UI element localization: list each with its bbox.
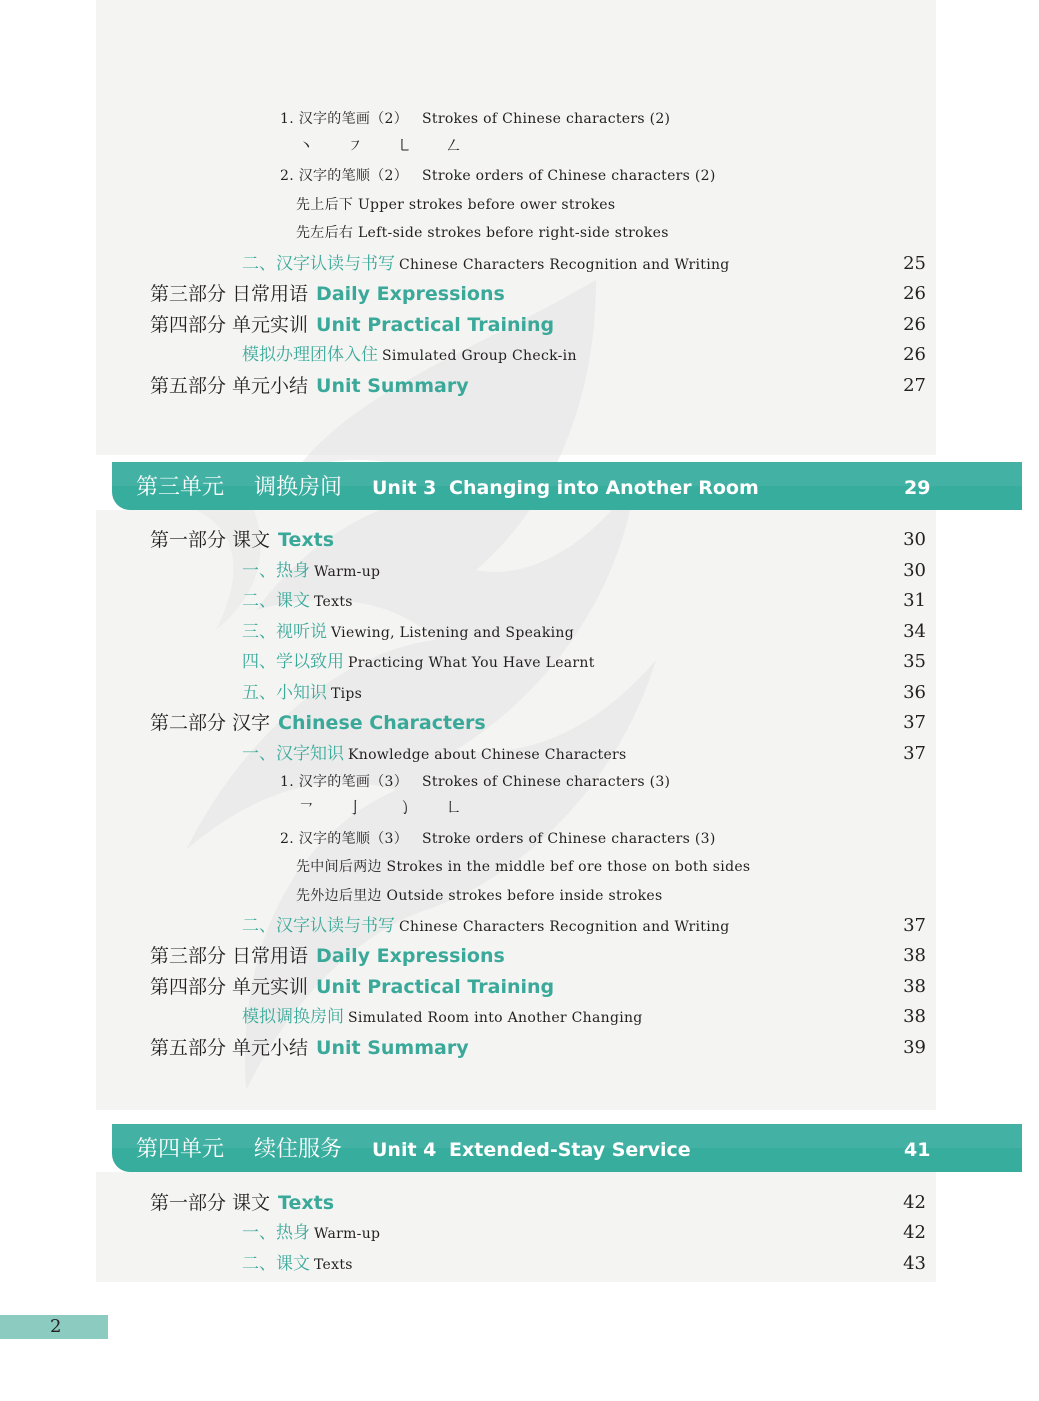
entry-cn: 一、汉字知识 (242, 744, 344, 764)
part-cn: 第五部分 单元小结 (150, 1037, 309, 1059)
unit3-header[interactable] (112, 462, 1022, 510)
stroke-rule: 先外边后里边 Outside strokes before inside strokes (296, 888, 663, 904)
entry-cn: 五、小知识 (242, 683, 327, 703)
toc-part-entry[interactable] (0, 371, 1039, 401)
entry-cn: 二、汉字认读与书写 (242, 254, 395, 274)
page-ref: 31 (903, 590, 926, 611)
toc-part-entry[interactable] (0, 1188, 1039, 1218)
page-ref: 38 (903, 976, 926, 997)
part-cn: 第一部分 课文 (150, 1192, 271, 1214)
page-ref: 27 (903, 375, 926, 396)
page-ref: 42 (903, 1222, 926, 1243)
part-en: Unit Practical Training (316, 976, 555, 998)
entry-en: Knowledge about Chinese Characters (348, 747, 627, 763)
sub-cn: 1. 汉字的笔画（2） (280, 111, 409, 127)
sub-en: Strokes of Chinese characters (2) (422, 111, 671, 127)
page-ref: 26 (903, 314, 926, 335)
entry-cn: 二、课文 (242, 1254, 310, 1274)
toc-entry[interactable] (0, 586, 1039, 616)
page-ref: 30 (903, 529, 926, 550)
stroke-order-sub-item (280, 826, 716, 852)
toc-part-entry[interactable] (0, 310, 1039, 340)
stroke-rule: 先左后右 Left-side strokes before right-side strokes (296, 225, 669, 241)
sub-cn: 2. 汉字的笔顺（2） (280, 168, 409, 184)
page-ref: 35 (903, 651, 926, 672)
part-en: Daily Expressions (316, 945, 505, 967)
toc-entry[interactable] (0, 1002, 1039, 1032)
sub-en: Stroke orders of Chinese characters (2) (422, 168, 716, 184)
strokes-sub-item (280, 106, 670, 132)
entry-en: Tips (331, 686, 363, 702)
unit-number-cn: 第三单元 (136, 475, 225, 500)
entry-en: Simulated Room into Another Changing (348, 1010, 643, 1026)
unit-number-en: Unit 4 (372, 1139, 437, 1161)
stroke-rule: 先中间后两边 Strokes in the middle bef ore those on both sides (296, 859, 751, 875)
page-ref: 37 (903, 712, 926, 733)
toc-entry[interactable] (0, 340, 1039, 370)
entry-cn: 二、课文 (242, 591, 310, 611)
page-number-tab (0, 1315, 108, 1339)
part-cn: 第一部分 课文 (150, 529, 271, 551)
stroke-order-sub-item (280, 163, 716, 189)
part-en: Texts (278, 529, 335, 551)
entry-cn: 一、热身 (242, 561, 310, 581)
page-ref: 42 (903, 1192, 926, 1213)
page-ref: 25 (903, 253, 926, 274)
part-cn: 第四部分 单元实训 (150, 976, 309, 998)
toc-part-entry[interactable] (0, 708, 1039, 738)
toc-entry[interactable] (0, 911, 1039, 941)
toc-entry[interactable] (0, 617, 1039, 647)
unit-page: 29 (904, 477, 931, 499)
part-en: Unit Summary (316, 1037, 469, 1059)
part-en: Texts (278, 1192, 335, 1214)
unit-page: 41 (904, 1139, 931, 1161)
part-cn: 第三部分 日常用语 (150, 945, 309, 967)
part-en: Unit Practical Training (316, 314, 555, 336)
toc-entry[interactable] (0, 678, 1039, 708)
page-number: 2 (50, 1316, 62, 1337)
entry-en: Warm-up (314, 1226, 381, 1242)
page-ref: 38 (903, 945, 926, 966)
page-ref: 37 (903, 915, 926, 936)
page-ref: 36 (903, 682, 926, 703)
entry-cn: 四、学以致用 (242, 652, 344, 672)
entry-en: Warm-up (314, 564, 381, 580)
unit-number-cn: 第四单元 (136, 1137, 225, 1162)
toc-entry[interactable] (0, 249, 1039, 279)
sub-en: Strokes of Chinese characters (3) (422, 774, 671, 790)
strokes-sub-item (280, 769, 670, 795)
entry-en: Chinese Characters Recognition and Writing (399, 919, 730, 935)
page-ref: 37 (903, 743, 926, 764)
sub-cn: 2. 汉字的笔顺（3） (280, 831, 409, 847)
stroke-glyphs: ㇖ 亅 ㇁ ㇗ (298, 798, 476, 817)
toc-entry[interactable] (0, 1249, 1039, 1279)
sub-cn: 1. 汉字的笔画（3） (280, 774, 409, 790)
entry-cn: 二、汉字认读与书写 (242, 916, 395, 936)
entry-en: Texts (314, 1257, 353, 1273)
page-ref: 26 (903, 344, 926, 365)
entry-en: Chinese Characters Recognition and Writing (399, 257, 730, 273)
entry-en: Practicing What You Have Learnt (348, 655, 595, 671)
stroke-rule: 先上后下 Upper strokes before ower strokes (296, 197, 616, 213)
entry-en: Texts (314, 594, 353, 610)
unit-title-cn: 续住服务 (254, 1137, 343, 1162)
entry-cn: 模拟办理团体入住 (242, 345, 378, 365)
page-ref: 34 (903, 621, 926, 642)
toc-entry[interactable] (0, 739, 1039, 769)
part-cn: 第四部分 单元实训 (150, 314, 309, 336)
unit-title-en: Changing into Another Room (449, 477, 759, 499)
entry-cn: 三、视听说 (242, 622, 327, 642)
part-en: Chinese Characters (278, 712, 486, 734)
part-en: Unit Summary (316, 375, 469, 397)
entry-en: Simulated Group Check-in (382, 348, 577, 364)
toc-part-entry[interactable] (0, 1033, 1039, 1063)
unit4-header[interactable] (112, 1124, 1022, 1172)
unit-number-en: Unit 3 (372, 477, 437, 499)
part-en: Daily Expressions (316, 283, 505, 305)
toc-entry[interactable] (0, 1218, 1039, 1248)
toc-entry[interactable] (0, 556, 1039, 586)
sub-en: Stroke orders of Chinese characters (3) (422, 831, 716, 847)
entry-en: Viewing, Listening and Speaking (331, 625, 574, 641)
part-cn: 第二部分 汉字 (150, 712, 271, 734)
toc-part-entry[interactable] (0, 972, 1039, 1002)
stroke-glyphs: 丶 ㇇ ㇄ ㇜ (298, 136, 476, 155)
unit-title-cn: 调换房间 (254, 475, 343, 500)
page-ref: 39 (903, 1037, 926, 1058)
part-cn: 第五部分 单元小结 (150, 375, 309, 397)
toc-entry[interactable] (0, 647, 1039, 677)
entry-cn: 模拟调换房间 (242, 1007, 344, 1027)
page-ref: 38 (903, 1006, 926, 1027)
entry-cn: 一、热身 (242, 1223, 310, 1243)
page-ref: 30 (903, 560, 926, 581)
page-ref: 26 (903, 283, 926, 304)
toc-part-entry[interactable] (0, 941, 1039, 971)
toc-part-entry[interactable] (0, 279, 1039, 309)
page-ref: 43 (903, 1253, 926, 1274)
unit-title-en: Extended-Stay Service (449, 1139, 691, 1161)
part-cn: 第三部分 日常用语 (150, 283, 309, 305)
toc-part-entry[interactable] (0, 525, 1039, 555)
